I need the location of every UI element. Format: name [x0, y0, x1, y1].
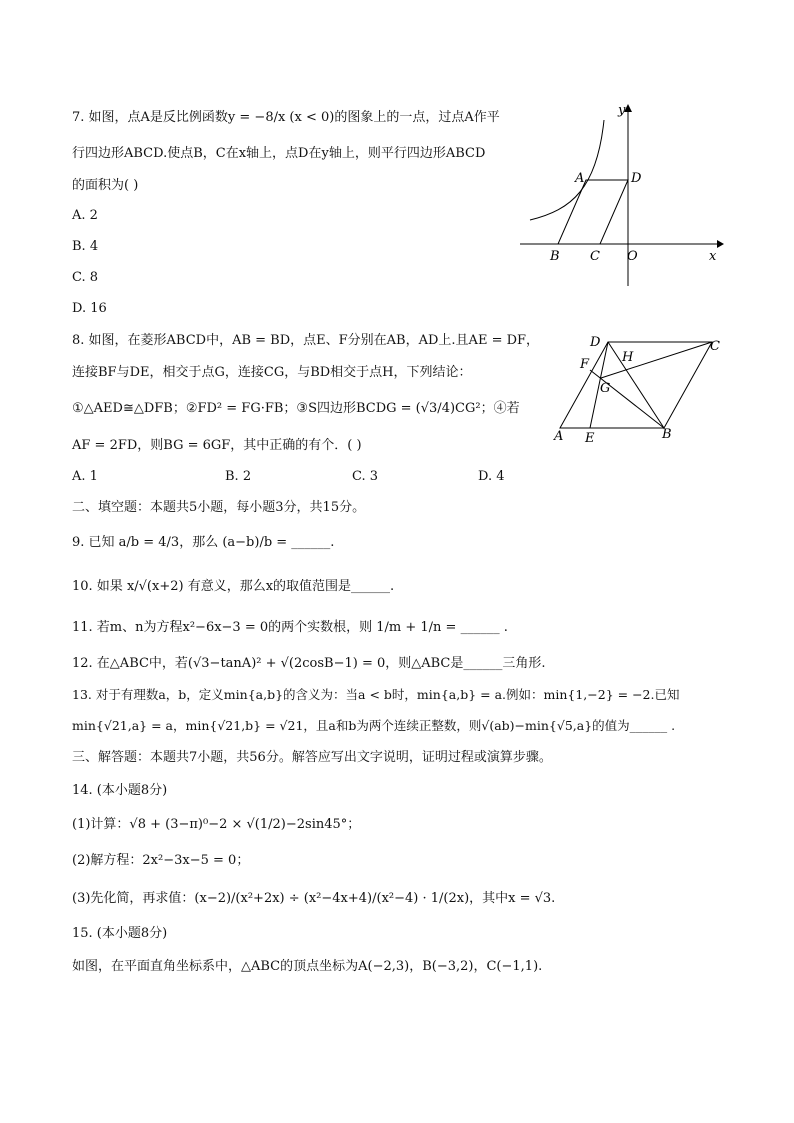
q12: 12. 在△ABC中，若(√3−tanA)² + √(2cosB−1) = 0，则△ABC是______三角形.	[72, 656, 546, 671]
hyperbola-curve	[530, 120, 604, 220]
label-x: x	[709, 249, 717, 264]
q15-text: 如图，在平面直角坐标系中，△ABC的顶点坐标为A(−2,3)，B(−3,2)，C(−1,1).	[72, 959, 543, 974]
q8-option-a: A. 1	[72, 469, 98, 484]
label-b: B	[550, 249, 560, 264]
q8-line-3: ①△AED≅△DFB；②FD² = FG·FB；③S四边形BCDG = (√3/4)CG²；④若	[72, 401, 520, 416]
parallelogram-abcd	[558, 180, 628, 244]
label-d: D	[590, 335, 601, 350]
q14-heading: 14. (本小题8分)	[72, 783, 168, 798]
q7-line-3: 的面积为( )	[72, 178, 139, 193]
q7-option-c: C. 8	[72, 270, 99, 285]
q7-line-1: 7. 如图，点A是反比例函数y = −8/x (x < 0)的图象上的一点，过点A作平	[72, 110, 500, 125]
label-c: C	[710, 339, 720, 354]
label-d: D	[631, 171, 642, 186]
q8-line-4: AF = 2FD，则BG = 6GF，其中正确的有个．( )	[72, 438, 362, 453]
label-f: F	[580, 357, 590, 372]
q7-figure	[512, 98, 727, 290]
segment-bd	[608, 342, 664, 428]
q7-option-b: B. 4	[72, 239, 99, 254]
q8-option-b: B. 2	[225, 469, 252, 484]
q7-option-d: D. 16	[72, 301, 107, 316]
q11: 11. 若m、n为方程x²−6x−3 = 0的两个实数根，则 1/m + 1/n = ______ .	[72, 620, 508, 635]
q8-figure	[548, 330, 728, 450]
x-axis-arrow-icon	[717, 240, 724, 248]
q14-part-3: (3)先化简，再求值：(x−2)/(x²+2x) ÷ (x²−4x+4)/(x²−4) · 1/(2x)，其中x = √3.	[72, 891, 556, 906]
label-e: E	[585, 431, 595, 446]
q13-line-1: 13. 对于有理数a，b，定义min{a,b}的含义为：当a < b时，min{a,b} = a.例如：min{1,−2} = −2.已知	[72, 687, 680, 702]
label-y: y	[618, 103, 626, 118]
q9: 9. 已知 a/b = 4/3，那么 (a−b)/b = ______.	[72, 535, 335, 550]
q10: 10. 如果 x/√(x+2) 有意义，那么x的取值范围是______.	[72, 579, 395, 594]
q8-line-1: 8. 如图，在菱形ABCD中，AB = BD，点E、F分别在AB，AD上.且AE = DF，	[72, 333, 540, 348]
q8-option-d: D. 4	[478, 469, 505, 484]
label-a: A	[554, 429, 564, 444]
label-c: C	[590, 249, 600, 264]
label-o: O	[627, 249, 638, 264]
label-h: H	[622, 350, 634, 365]
q8-line-2: 连接BF与DE，相交于点G，连接CG，与BD相交于点H，下列结论：	[72, 365, 472, 380]
q8-option-c: C. 3	[352, 469, 379, 484]
q14-part-1: (1)计算：√8 + (3−π)⁰−2 × √(1/2)−2sin45°；	[72, 817, 361, 832]
q15-heading: 15. (本小题8分)	[72, 926, 168, 941]
q7-option-a: A. 2	[72, 208, 98, 223]
q14-part-2: (2)解方程：2x²−3x−5 = 0；	[72, 853, 250, 868]
label-b: B	[662, 427, 672, 442]
segment-bf	[590, 370, 664, 428]
section-3-heading: 三、解答题：本题共7小题，共56分。解答应写出文字说明，证明过程或演算步骤。	[72, 750, 552, 765]
label-g: G	[600, 381, 611, 396]
section-2-heading: 二、填空题：本题共5小题，每小题3分，共15分。	[72, 500, 366, 515]
q7-line-2: 行四边形ABCD.使点B，C在x轴上，点D在y轴上，则平行四边形ABCD	[72, 146, 486, 161]
q13-line-2: min{√21,a} = a，min{√21,b} = √21，且a和b为两个连续正整数，则√(ab)−min{√5,a}的值为______ .	[72, 718, 676, 733]
label-a: A	[575, 171, 585, 186]
